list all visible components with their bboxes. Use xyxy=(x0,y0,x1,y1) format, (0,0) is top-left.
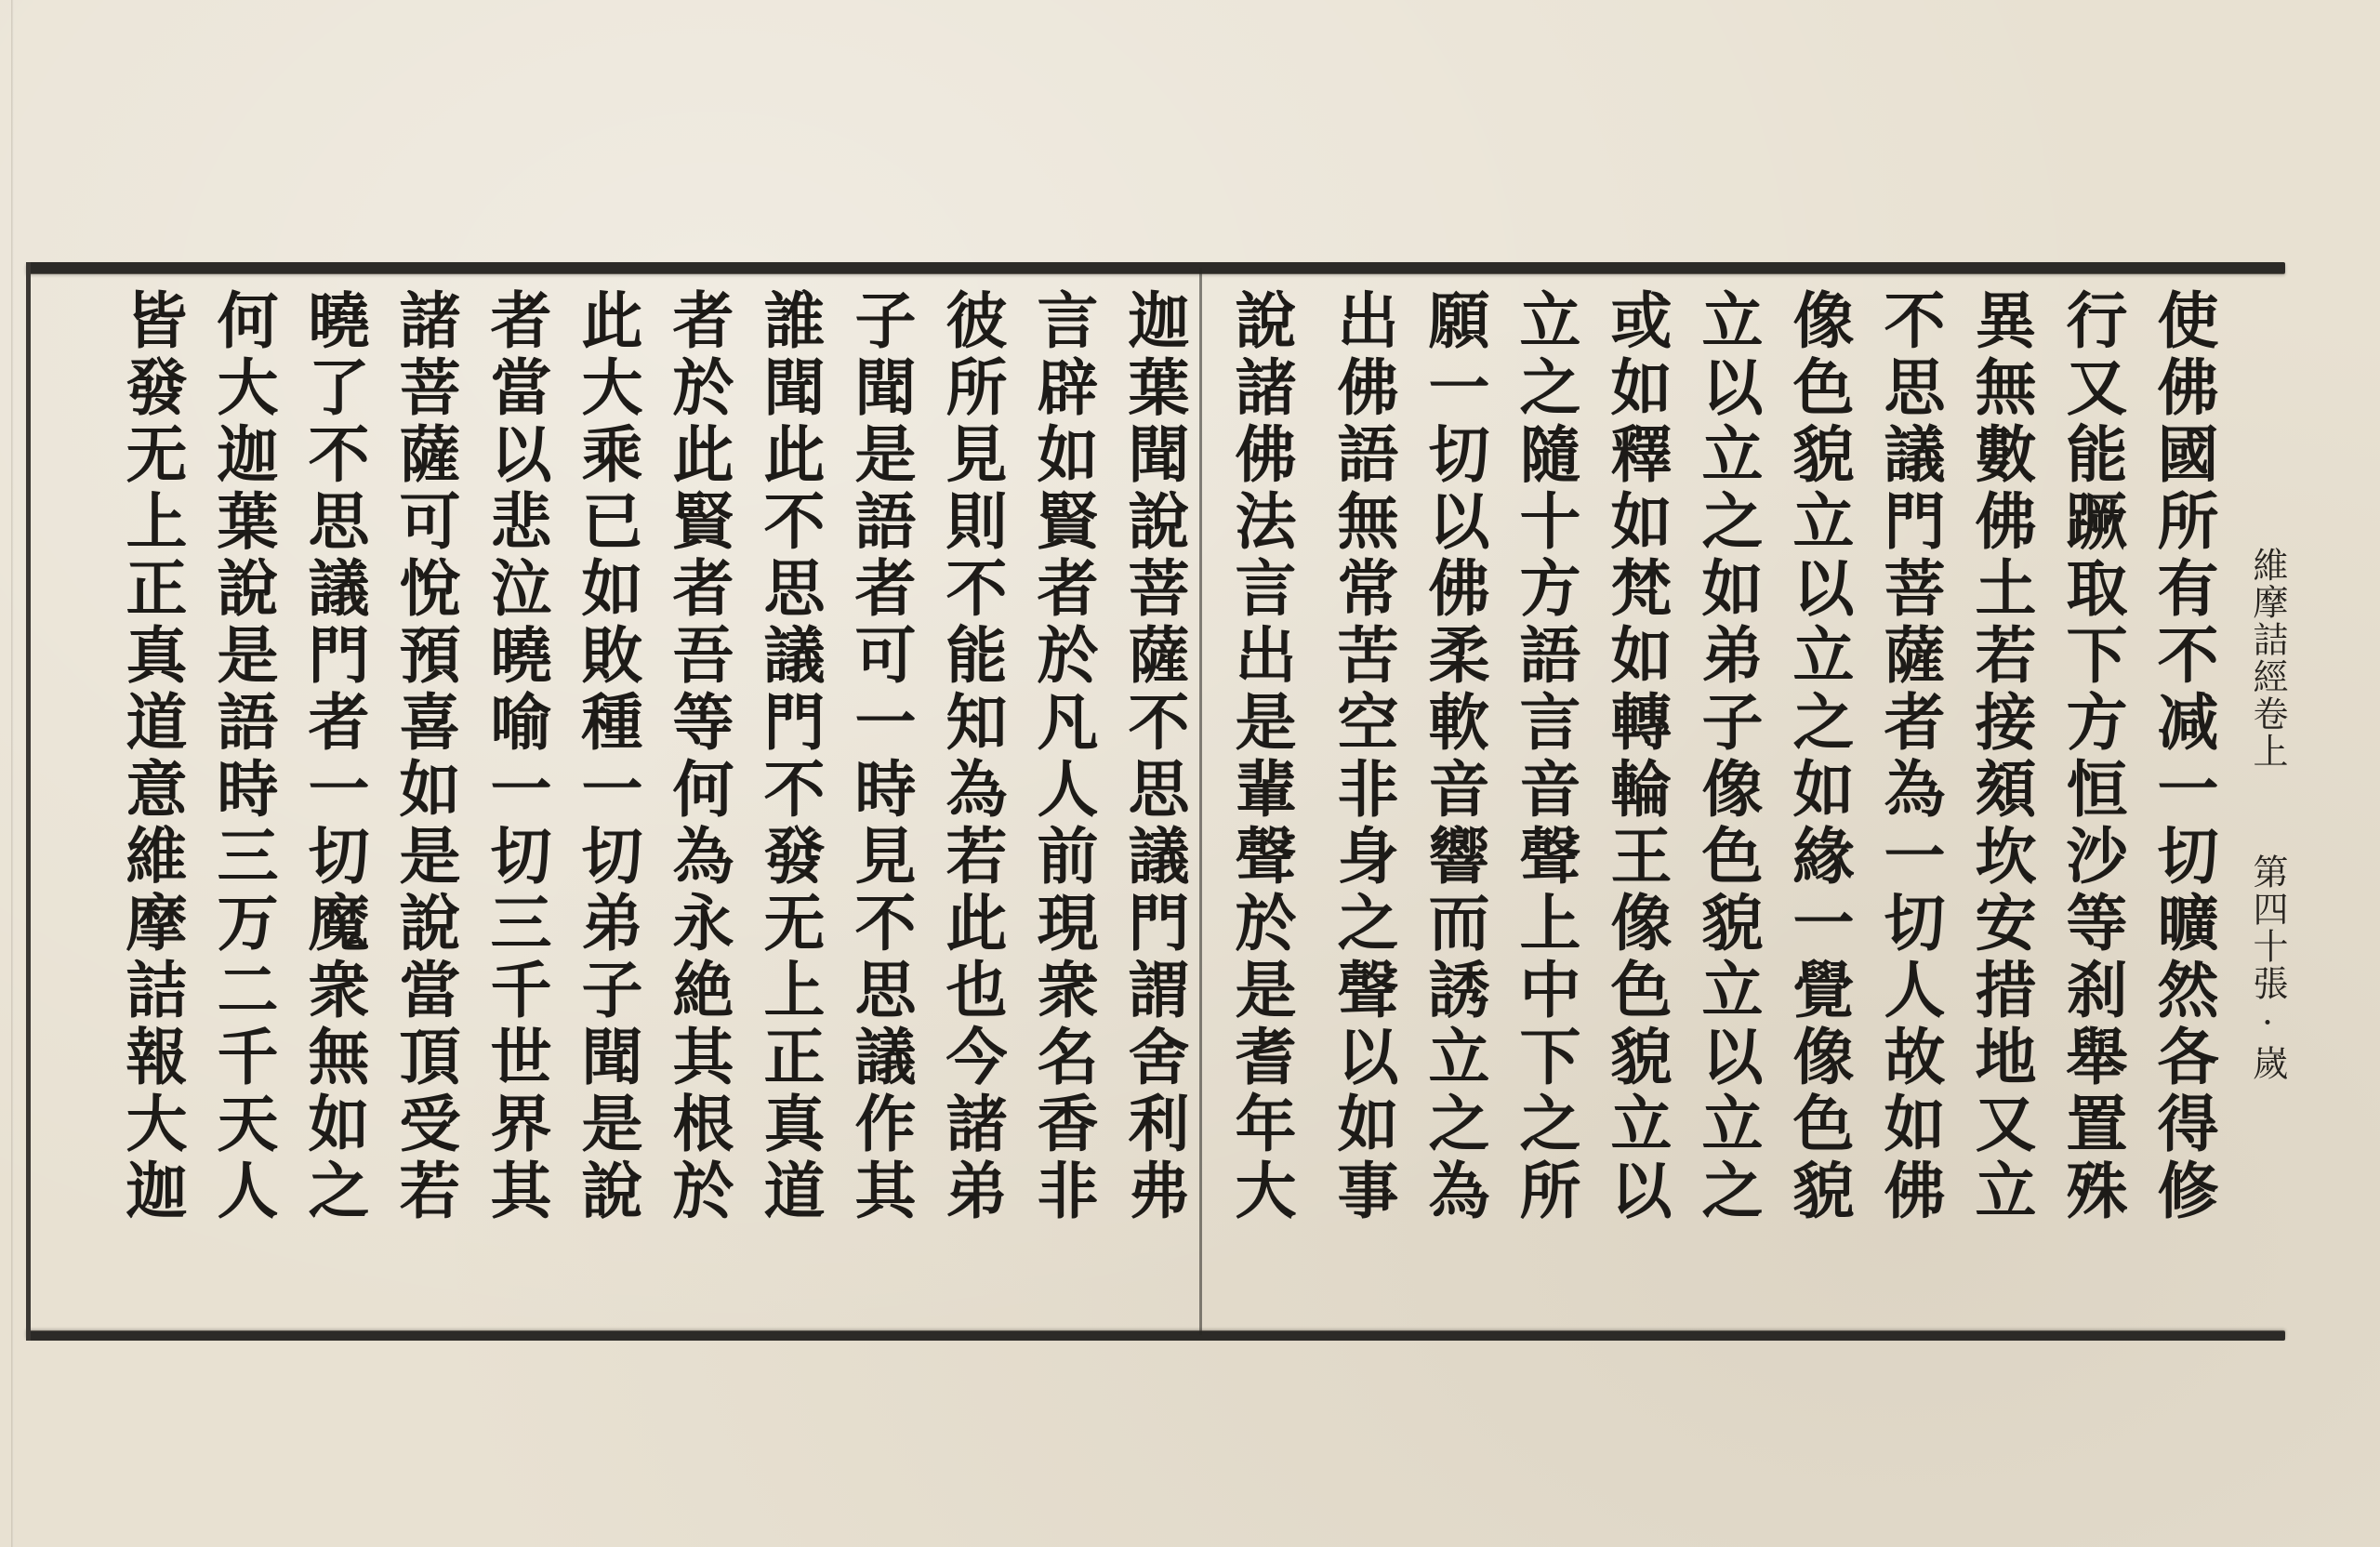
text-column-17: 者於此賢者吾等何為永絶其根於 xyxy=(662,288,734,1225)
text-column-23: 皆發无上正真道意維摩詰報大迦 xyxy=(115,288,188,1225)
text-column-1: 使佛國所有不减一切曠然各得修 xyxy=(2147,288,2219,1225)
text-column-15: 子聞是語者可一時見不思議作其 xyxy=(844,288,917,1225)
text-column-18: 此大乘已如敗種一切弟子聞是說 xyxy=(571,288,643,1225)
text-column-13: 言辟如賢者於凡人前現衆名香非 xyxy=(1026,288,1099,1225)
text-column-11: 說諸佛法言出是輩聲於是耆年大 xyxy=(1224,288,1297,1225)
text-column-20: 諸菩薩可悅預喜如是說當頂受若 xyxy=(389,288,461,1225)
margin-page-number: 第四十張·嵗 xyxy=(2247,853,2288,1082)
text-column-19: 者當以悲泣曉喻一切三千世界其 xyxy=(480,288,552,1225)
text-column-5: 像色貌立以立之如緣一覺像色貌 xyxy=(1782,288,1855,1225)
text-column-21: 曉了不思議門者一切魔衆無如之 xyxy=(298,288,370,1225)
text-column-2: 行又能蹶取下方恒沙等刹舉置殊 xyxy=(2056,288,2128,1225)
text-column-9: 願一切以佛柔軟音響而誘立之為 xyxy=(1418,288,1490,1225)
text-column-10: 出佛語無常苦空非身之聲以如事 xyxy=(1327,288,1399,1225)
text-column-8: 立之隨十方語言音聲上中下之所 xyxy=(1509,288,1581,1225)
text-column-4: 不思議門菩薩者為一切人故如佛 xyxy=(1873,288,1946,1225)
text-block xyxy=(26,262,2285,1341)
center-fold-line xyxy=(1199,268,1202,1335)
text-column-14: 彼所見則不能知為若此也今諸弟 xyxy=(935,288,1008,1225)
text-column-6: 立以立之如弟子像色貌立以立之 xyxy=(1691,288,1764,1225)
text-column-7: 或如釋如梵如轉輪王像色貌立以 xyxy=(1600,288,1673,1225)
left-border-rule xyxy=(26,262,31,1341)
margin-sutra-title: 維摩詰經卷上 xyxy=(2247,547,2288,770)
text-column-22: 何大迦葉說是語時三万二千天人 xyxy=(206,288,279,1225)
text-column-3: 異無數佛土若接頦坎安措地又立 xyxy=(1964,288,2037,1225)
top-border-rule xyxy=(26,262,2285,273)
bottom-border-rule xyxy=(26,1331,2285,1341)
text-column-16: 誰聞此不思議門不發无上正真道 xyxy=(753,288,826,1225)
page-fold-line xyxy=(11,0,14,1547)
text-column-12: 迦葉聞說菩薩不思議門謂舍利弗 xyxy=(1117,288,1190,1225)
